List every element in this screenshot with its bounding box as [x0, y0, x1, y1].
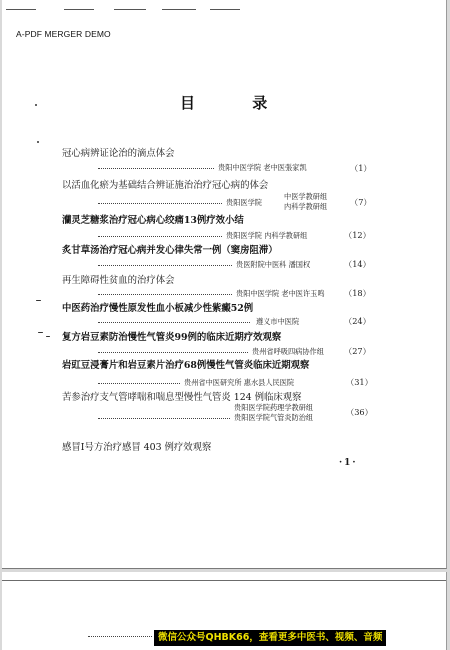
- toc-entry-page: （27）: [344, 346, 371, 356]
- toc-leader: [98, 294, 232, 295]
- toc-leader: [98, 203, 222, 204]
- toc-entry-title: 灡灵芝糖浆治疗冠心病心绞痛13例疗效小结: [62, 215, 244, 226]
- toc-entry-source: 贵阳中医学院 老中医張家凯: [218, 163, 307, 172]
- speck: [38, 332, 43, 333]
- toc-entry-page: （1）: [350, 163, 372, 173]
- toc-leader: [98, 265, 232, 266]
- toc-leader: [98, 418, 230, 419]
- toc-entry-title: 感冒Ⅰ号方治疗感冒 403 例疗效观察: [62, 442, 212, 453]
- toc-leader: [98, 236, 222, 237]
- header-rule: [6, 9, 36, 10]
- header-rule: [64, 9, 94, 10]
- toc-entry-source: 贵阳医学院气管炎防治组: [234, 413, 314, 422]
- wechat-banner: 微信公众号QHBK66，查看更多中医书、视频、音频: [154, 630, 386, 646]
- speck: [36, 300, 41, 301]
- demo-watermark: A-PDF MERGER DEMO: [16, 29, 111, 39]
- toc-entry-page: （12）: [344, 230, 371, 240]
- toc-entry-page: （18）: [344, 288, 371, 298]
- toc-entry-title: 炙甘草汤治疗冠心病并发心律失常一例（窦房阻滞）: [62, 245, 278, 256]
- toc-entry-source: 贵医附院中医科 潘国权: [236, 260, 311, 269]
- toc-leader: [98, 383, 180, 384]
- header-rule: [114, 9, 146, 10]
- toc-entry-page: （14）: [344, 259, 371, 269]
- toc-entry-title: 中医药治疗慢性原发性血小板减少性紫癜52例: [62, 303, 254, 314]
- toc-entry-source: 贵州省呼吸四病协作组: [252, 347, 324, 356]
- toc-entry-page: （31）: [346, 377, 373, 387]
- toc-entry-page: （36）: [346, 407, 373, 417]
- speck: [37, 141, 39, 143]
- toc-entry-source: 贵州省中医研究所 惠水县人民医院: [184, 378, 295, 387]
- toc-entry-page: （7）: [350, 197, 372, 207]
- toc-entry-title: 复方岩豆素防治慢性气管炎99例的临床近期疗效观察: [62, 332, 282, 343]
- toc-leader: [98, 168, 214, 169]
- toc-entry-source: 贵阳中医学院 老中医许玉鸣: [236, 289, 325, 298]
- toc-heading: 目 录: [180, 94, 294, 112]
- toc-entry-title: 以活血化瘀为基础结合辨证施治治疗冠心病的体会: [62, 180, 269, 191]
- toc-entry-source: 中医学教研组: [284, 192, 328, 201]
- toc-entry-title: 苦参治疗支气管哮喘和喘息型慢性气管炎 124 例临床观察: [62, 392, 302, 403]
- header-rule: [162, 9, 196, 10]
- toc-leader: [98, 322, 250, 323]
- toc-leader: [88, 636, 152, 637]
- toc-entry-title: 再生障碍性贫血的治疗体会: [62, 275, 175, 286]
- pdf-page-2: [2, 572, 447, 650]
- pdf-page-1: [2, 0, 447, 569]
- toc-entry-source: 内科学教研组: [284, 202, 328, 211]
- page-number: ·1·: [339, 458, 358, 468]
- toc-entry-title: 岩豇豆浸膏片和岩豆素片治疗68例慢性气管炎临床近期观察: [62, 360, 310, 371]
- toc-entry-source: 遵义市中医院: [256, 317, 300, 326]
- header-rule: [210, 9, 240, 10]
- toc-leader: [98, 352, 248, 353]
- toc-entry-source: 贵阳医学院: [226, 198, 262, 207]
- speck: [35, 104, 37, 106]
- page-rule: [2, 580, 446, 581]
- toc-entry-source: 贵阳医学院药理学教研组: [234, 403, 314, 412]
- speck: [46, 336, 50, 337]
- toc-entry-page: （24）: [344, 316, 371, 326]
- toc-entry-title: 冠心病辨证论治的滴点体会: [62, 148, 175, 159]
- toc-entry-source: 贵阳医学院 内科学教研组: [226, 231, 308, 240]
